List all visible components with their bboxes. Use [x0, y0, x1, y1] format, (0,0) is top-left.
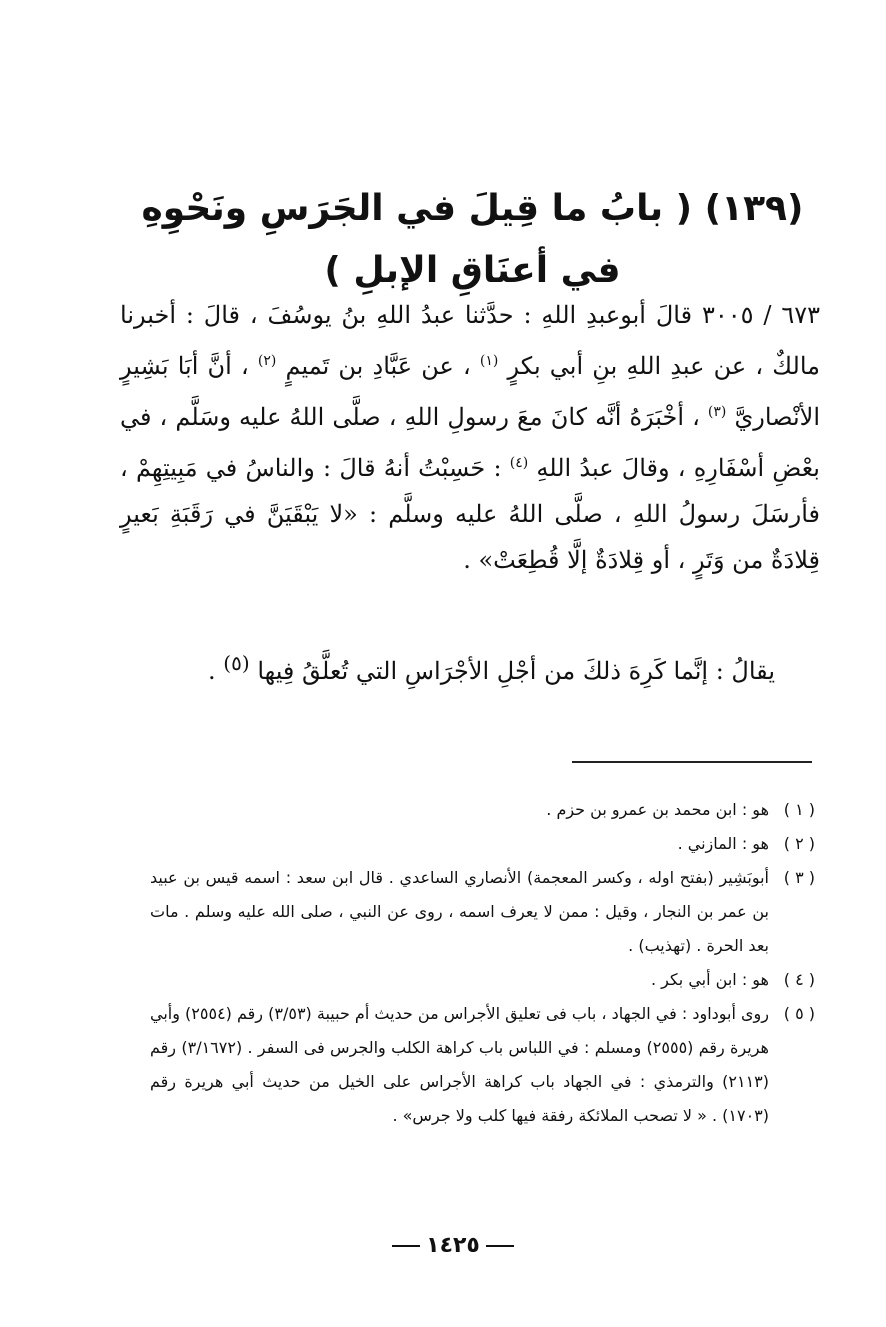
- page-number-dash-right: [486, 1245, 514, 1247]
- footnote-number: ( ٤ ): [783, 970, 815, 989]
- footnote-number: ( ٣ ): [783, 868, 815, 887]
- hadith-text: [120, 292, 820, 583]
- footnote-item: [150, 963, 815, 997]
- chapter-heading: [130, 178, 815, 302]
- footnote-text: هو : المازني .: [677, 834, 769, 853]
- footnote-item: [150, 827, 815, 861]
- footnote-item: [150, 793, 815, 827]
- footnote-ref-3: (٣): [707, 404, 727, 420]
- page-number: [383, 1233, 523, 1258]
- hadith-text-part-c: ، أنَّ أبَا بَشِيرٍ الأنْصاريَّ: [120, 352, 820, 431]
- hadith-text-part-b: ، عن عَبَّادِ بن تَميمٍ: [285, 352, 471, 380]
- saying-paragraph: [120, 640, 775, 694]
- footnote-number: ( ١ ): [783, 800, 815, 819]
- hadith-text-part-e: : حَسِبْتُ أنهُ قالَ : والناسُ في مَبِيتِهِمْ ، فأرسَلَ رسولُ اللهِ ، صلَّى اللهُ عليه وسلَّم : «لا يَبْقَيَنَّ في رَقَبَةِ بَعيرٍ قِلادَةٌ من وَتَرٍ ، أو قِلادَةٌ إلَّا قُطِعَتْ» .: [120, 454, 820, 574]
- footnotes: [150, 793, 815, 1133]
- chapter-number: (١٣٩): [704, 188, 804, 229]
- page-number-dash-left: [392, 1245, 420, 1247]
- footnote-text: روى أبوداود : في الجهاد ، باب فى تعليق الأجراس من حديث أم حبيبة (٣/٥٣) رقم (٢٥٥٤) وأبي هريرة رقم (٢٥٥٥) ومسلم : في اللباس باب كراهة الكلب والجرس فى السفر . (٣/١٦٧٢) رقم (٢١١٣) والترمذي : في الجهاد باب كراهة الأجراس على الخيل من حديث أبي هريرة رقم (١٧٠٣) . « لا تصحب الملائكة رفقة فيها كلب ولا جرس» .: [150, 1004, 769, 1125]
- footnote-text: هو : ابن أبي بكر .: [650, 970, 769, 989]
- footnote-ref-1: (١): [479, 353, 499, 369]
- chapter-title: ( بابُ ما قِيلَ في الجَرَسِ ونَحْوِهِ في أعنَاقِ الإبلِ ): [141, 188, 693, 291]
- footnote-item: [150, 997, 815, 1133]
- footnote-text: أبوبَشِير (بفتح اوله ، وكسر المعجمة) الأنصاري الساعدي . قال ابن سعد : اسمه قيس بن عبيد بن عمر بن النجار ، وقيل : ممن لا يعرف اسمه ، روى عن النبي ، صلى الله عليه وسلم . مات بعد الحرة . (تهذيب) .: [150, 868, 769, 955]
- saying-text: يقالُ : إنَّما كَرِهَ ذلكَ من أجْلِ الأجْرَاسِ التي تُعلَّقُ فِيها: [257, 657, 775, 685]
- footnote-text: هو : ابن محمد بن عمرو بن حزم .: [546, 800, 769, 819]
- footnote-item: [150, 861, 815, 963]
- footnote-ref-2: (٢): [257, 353, 277, 369]
- footnote-number: ( ٢ ): [783, 834, 815, 853]
- footnote-separator: [572, 761, 812, 763]
- footnote-number: ( ٥ ): [783, 1004, 815, 1023]
- footnote-ref-4: (٤): [509, 455, 529, 471]
- page-number-value: ١٤٢٥: [426, 1233, 480, 1258]
- footnote-ref-5: (٥): [223, 651, 250, 675]
- saying-end: .: [208, 657, 216, 685]
- hadith-text-part-d: ، أخْبَرَهُ أنَّه كانَ معَ رسولِ اللهِ ، صلَّى اللهُ عليه وسَلَّم ، في بعْضِ أسْفَارِهِ ، وقالَ عبدُ اللهِ: [120, 403, 820, 482]
- hadith-text-part-a: ٦٧٣ / ٣٠٠٥ قالَ أبوعبدِ اللهِ : حدَّثنا عبدُ اللهِ بنُ يوسُفَ ، قالَ : أخبرنا مالكٌ ، عن عبدِ اللهِ بنِ أبي بكرٍ: [120, 301, 820, 380]
